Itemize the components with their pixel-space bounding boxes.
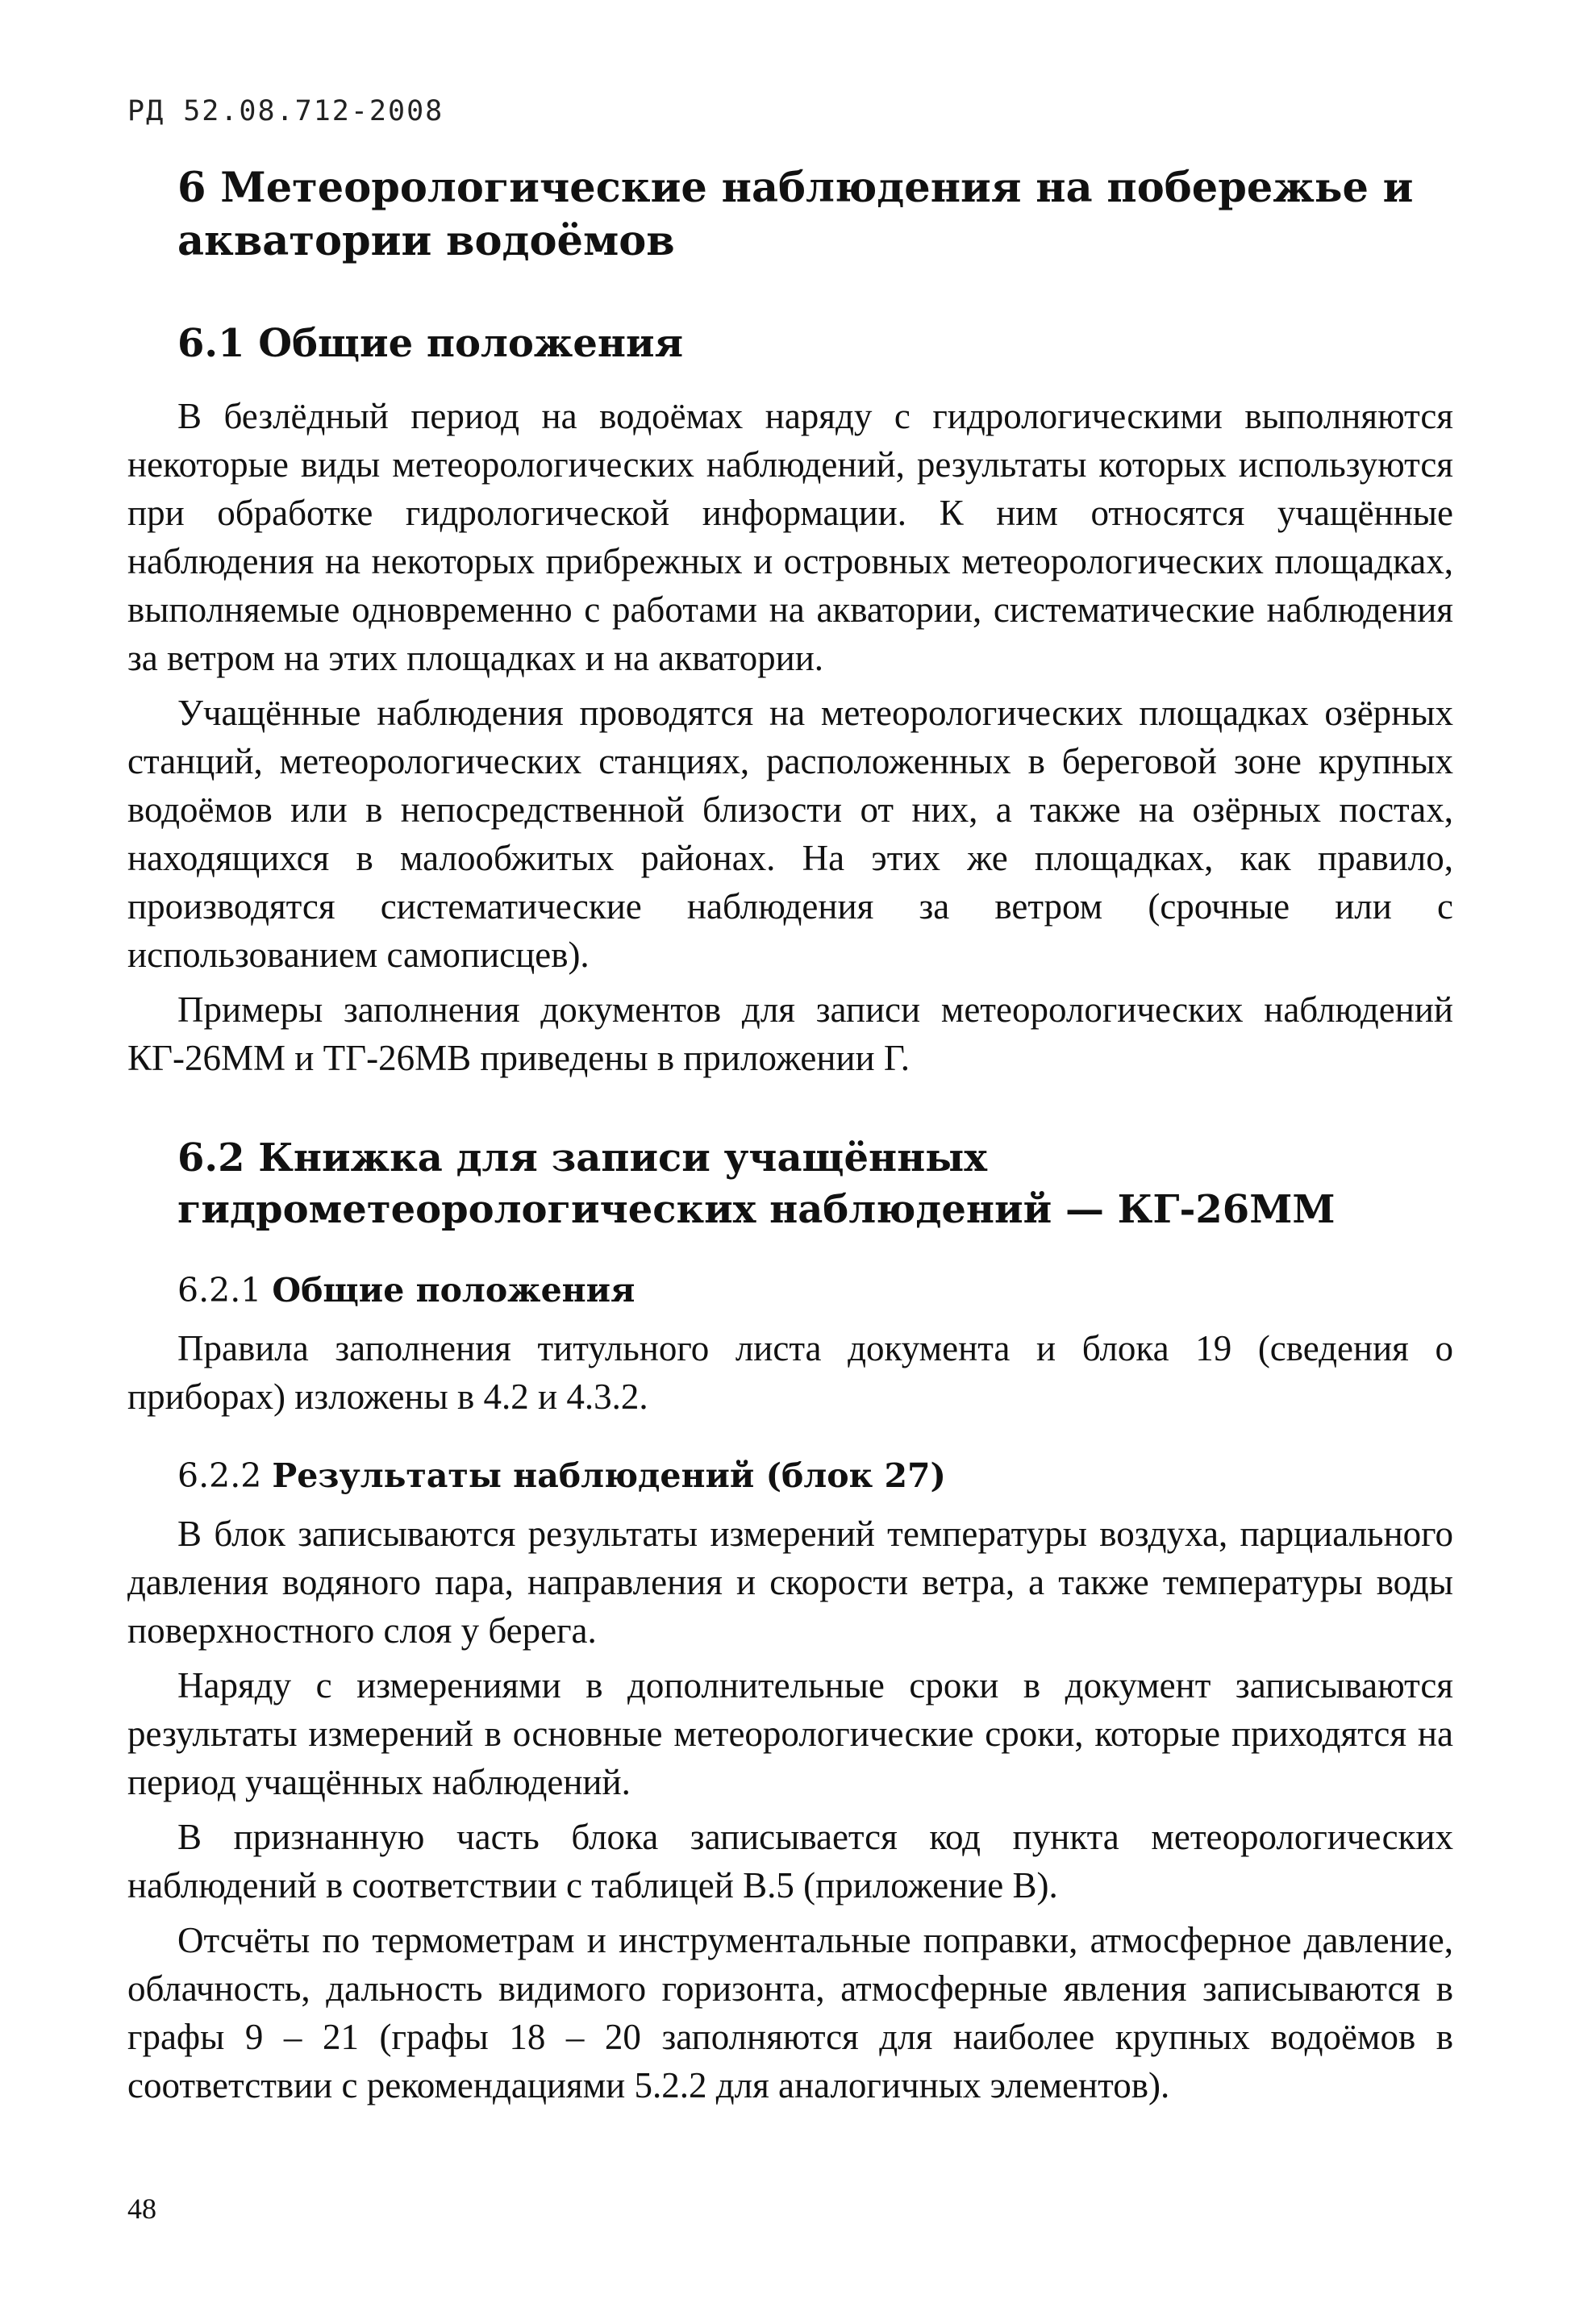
page-number: 48: [127, 2193, 156, 2225]
subsection-6-2-1-heading: [177, 1268, 1453, 1313]
subsection-title: Результаты наблюдений (блок 27): [272, 1456, 946, 1495]
subsection-title: Общие положения: [272, 1271, 635, 1310]
paragraph: В безлёдный период на водоёмах наряду с гидрологическими выполняются некоторые виды метеорологических наблюдений, результаты которых используются при обработке гидрологической информации. К ним относятся учащённые наблюдения на некоторых прибрежных и островных метеорологических площадках, выполняемые одновременно с работами на акватории, систематические наблюдения за ветром на этих площадках и на акватории.: [127, 396, 1453, 678]
paragraph: В блок записываются результаты измерений температуры воздуха, парциального давления водяного пара, направления и скорости ветра, а также температуры воды поверхностного слоя у берега.: [127, 1514, 1453, 1651]
paragraph: Отсчёты по термометрам и инструментальные поправки, атмосферное давление, облачность, дальность видимого горизонта, атмосферные явления записываются в графы 9 – 21 (графы 18 – 20 заполняются для наиболее крупных водоёмов в соответствии с рекомендациями 5.2.2 для аналогичных элементов).: [127, 1920, 1453, 2105]
subsection-number: 6.2.1: [177, 1271, 262, 1310]
page-content: [127, 161, 1453, 2116]
paragraph: Наряду с измерениями в дополнительные сроки в документ записываются результаты измерений в основные метеорологические сроки, которые приходятся на период учащённых наблюдений.: [127, 1665, 1453, 1802]
paragraph: Правила заполнения титульного листа документа и блока 19 (сведения о приборах) изложены в 4.2 и 4.3.2.: [127, 1328, 1453, 1417]
subsection-6-2-2-heading: [177, 1453, 1453, 1498]
document-code: РД 52.08.712-2008: [127, 95, 444, 127]
subsection-number: 6.2.2: [177, 1456, 262, 1495]
section-6-1-title: 6.1 Общие положения: [177, 321, 684, 366]
chapter-title: 6 Метеорологические наблюдения на побережье и акватории водоёмов: [177, 164, 1414, 265]
paragraph: В признанную часть блока записывается код пункта метеорологических наблюдений в соответствии с таблицей В.5 (приложение В).: [127, 1817, 1453, 1905]
paragraph: Учащённые наблюдения проводятся на метеорологических площадках озёрных станций, метеорологических станциях, расположенных в береговой зоне крупных водоёмов или в непосредственной близости от них, а также на озёрных постах, находящихся в малообжитых районах. На этих же площадках, как правило, производятся систематические наблюдения за ветром (срочные или с использованием самописцев).: [127, 693, 1453, 975]
paragraph: Примеры заполнения документов для записи метеорологических наблюдений КГ-26ММ и ТГ-26МВ приведены в приложении Г.: [127, 989, 1453, 1078]
section-6-2-title: 6.2 Книжка для записи учащённых гидрометеорологических наблюдений — КГ-26ММ: [177, 1135, 1336, 1232]
